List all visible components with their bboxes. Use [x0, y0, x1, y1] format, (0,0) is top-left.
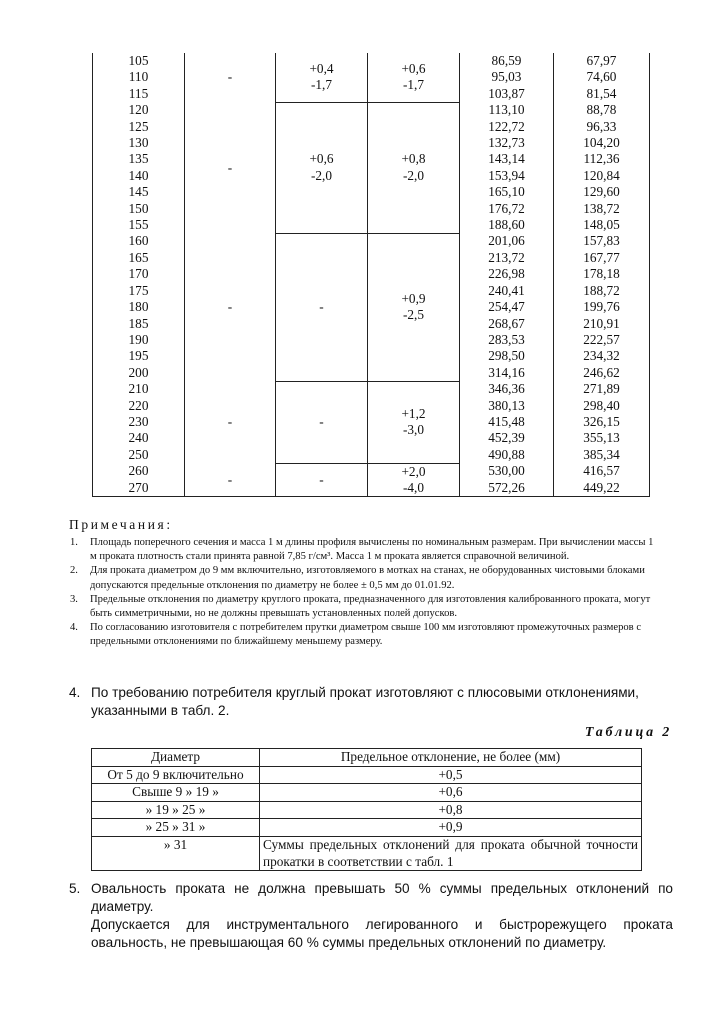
- cell-area: 122,72: [460, 119, 554, 135]
- cell-mass: 199,76: [554, 299, 650, 315]
- cell-diameter: 250: [93, 447, 185, 463]
- cell-area: 452,39: [460, 430, 554, 446]
- cell-c3: -: [276, 463, 368, 497]
- cell-area: 103,87: [460, 86, 554, 102]
- note-item: 4. По согласованию изготовителя с потребителем прутки диаметром свыше 100 мм изготовляют промежуточных размеров с предельными отклонениями по ближайшему меньшему размеру.: [70, 622, 642, 648]
- cell-area: 490,88: [460, 447, 554, 463]
- cell-mass: 326,15: [554, 414, 650, 430]
- cell-mass: 104,20: [554, 135, 650, 151]
- cell-mass: 234,32: [554, 348, 650, 364]
- table-row: [93, 233, 650, 249]
- paragraph-text: Овальность проката не должна превышать 50 % суммы предельных отклонений по диаметру.: [91, 881, 673, 914]
- notes-list: [70, 536, 660, 650]
- header-diameter: Диаметр: [92, 749, 260, 767]
- cell-area: 268,67: [460, 316, 554, 332]
- cell-area: 346,36: [460, 381, 554, 397]
- cell-area: 176,72: [460, 201, 554, 217]
- cell-area: 95,03: [460, 69, 554, 85]
- cell-diameter: 140: [93, 168, 185, 184]
- cell-diameter: 260: [93, 463, 185, 480]
- cell-diameter: 160: [93, 233, 185, 249]
- cell-c2: -: [185, 53, 276, 102]
- table-2-title: Таблица 2: [584, 725, 672, 740]
- cell-mass: 67,97: [554, 53, 650, 69]
- cell-mass: 210,91: [554, 316, 650, 332]
- cell-c3: +0,6 -2,0: [276, 102, 368, 233]
- cell-c4: +0,6 -1,7: [368, 53, 460, 102]
- cell-diameter: 115: [93, 86, 185, 102]
- cell-mass: 148,05: [554, 217, 650, 233]
- cell-area: 254,47: [460, 299, 554, 315]
- cell-diameter: Свыше 9 » 19 »: [92, 784, 260, 802]
- cell-mass: 96,33: [554, 119, 650, 135]
- cell-mass: 298,40: [554, 398, 650, 414]
- cell-diameter: От 5 до 9 включительно: [92, 766, 260, 784]
- cell-diameter: 155: [93, 217, 185, 233]
- cell-area: 572,26: [460, 480, 554, 497]
- cell-deviation: +0,6: [260, 784, 642, 802]
- cell-area: 240,41: [460, 283, 554, 299]
- cell-area: 143,14: [460, 151, 554, 167]
- cell-diameter: » 25 » 31 »: [92, 819, 260, 837]
- cell-diameter: 165: [93, 250, 185, 266]
- table-row: [93, 463, 650, 480]
- cell-c2: -: [185, 102, 276, 233]
- cell-area: 226,98: [460, 266, 554, 282]
- cell-diameter: 185: [93, 316, 185, 332]
- cell-diameter: 195: [93, 348, 185, 364]
- cell-c4: +2,0 -4,0: [368, 463, 460, 497]
- cell-area: 153,94: [460, 168, 554, 184]
- cell-diameter: 240: [93, 430, 185, 446]
- cell-c2: -: [185, 463, 276, 497]
- table-row: [93, 53, 650, 69]
- cell-mass: 129,60: [554, 184, 650, 200]
- cell-area: 380,13: [460, 398, 554, 414]
- cell-area: 201,06: [460, 233, 554, 249]
- cell-mass: 416,57: [554, 463, 650, 480]
- cell-mass: 112,36: [554, 151, 650, 167]
- cell-mass: 222,57: [554, 332, 650, 348]
- cell-diameter: 230: [93, 414, 185, 430]
- cell-diameter: 180: [93, 299, 185, 315]
- cell-area: 86,59: [460, 53, 554, 69]
- cell-diameter: 220: [93, 398, 185, 414]
- cell-area: 298,50: [460, 348, 554, 364]
- table-row: [93, 102, 650, 118]
- cell-diameter: » 19 » 25 »: [92, 801, 260, 819]
- table-row: [93, 381, 650, 397]
- cell-deviation: +0,5: [260, 766, 642, 784]
- note-item: 2. Для проката диаметром до 9 мм включительно, изготовляемого в мотках на станах, не оборудованных чистовыми блоками допускаются предельные отклонения по диаметру не более ± 0,5 мм до 01.01.92.: [70, 565, 645, 591]
- cell-diameter: 105: [93, 53, 185, 69]
- cell-c3: +0,4 -1,7: [276, 53, 368, 102]
- cell-c4: +1,2 -3,0: [368, 381, 460, 463]
- header-deviation: Предельное отклонение, не более (мм): [260, 749, 642, 767]
- paragraph-number: 5.: [69, 881, 81, 896]
- cell-c2: -: [185, 233, 276, 381]
- cell-diameter: 170: [93, 266, 185, 282]
- table-1-continuation: [92, 53, 650, 497]
- cell-deviation: +0,8: [260, 801, 642, 819]
- paragraph-5: [69, 880, 673, 952]
- cell-diameter: 175: [93, 283, 185, 299]
- cell-area: 113,10: [460, 102, 554, 118]
- cell-diameter: 120: [93, 102, 185, 118]
- table-row: [92, 766, 642, 784]
- cell-diameter: 150: [93, 201, 185, 217]
- table-header-row: [92, 749, 642, 767]
- cell-c4: +0,8 -2,0: [368, 102, 460, 233]
- cell-mass: 449,22: [554, 480, 650, 497]
- cell-c4: +0,9 -2,5: [368, 233, 460, 381]
- cell-diameter: 125: [93, 119, 185, 135]
- cell-diameter: 210: [93, 381, 185, 397]
- cell-diameter: » 31: [92, 836, 260, 870]
- cell-mass: 157,83: [554, 233, 650, 249]
- cell-mass: 188,72: [554, 283, 650, 299]
- cell-deviation: +0,9: [260, 819, 642, 837]
- cell-diameter: 270: [93, 480, 185, 497]
- cell-mass: 385,34: [554, 447, 650, 463]
- paragraph-number: 4.: [69, 685, 81, 700]
- cell-diameter: 190: [93, 332, 185, 348]
- paragraph-4: [69, 684, 669, 720]
- cell-mass: 178,18: [554, 266, 650, 282]
- cell-area: 165,10: [460, 184, 554, 200]
- cell-mass: 271,89: [554, 381, 650, 397]
- cell-diameter: 135: [93, 151, 185, 167]
- cell-area: 213,72: [460, 250, 554, 266]
- cell-deviation: Суммы предельных отклонений для проката обычной точности прокатки в соответствии с табл. 1: [260, 836, 642, 870]
- cell-mass: 246,62: [554, 365, 650, 381]
- cell-area: 132,73: [460, 135, 554, 151]
- paragraph-text: По требованию потребителя круглый прокат изготовляют с плюсовыми отклонениями, указанными в табл. 2.: [91, 685, 639, 718]
- cell-area: 283,53: [460, 332, 554, 348]
- cell-mass: 355,13: [554, 430, 650, 446]
- cell-c3: -: [276, 233, 368, 381]
- paragraph-text-2: Допускается для инструментального легированного и быстрорежущего проката овальность, не превышающая 60 % суммы предельных отклонений по диаметру.: [91, 917, 673, 950]
- cell-c2: -: [185, 381, 276, 463]
- cell-mass: 88,78: [554, 102, 650, 118]
- table-row: [92, 784, 642, 802]
- cell-mass: 167,77: [554, 250, 650, 266]
- cell-diameter: 110: [93, 69, 185, 85]
- cell-area: 530,00: [460, 463, 554, 480]
- cell-diameter: 130: [93, 135, 185, 151]
- notes-heading: Примечания:: [69, 517, 173, 532]
- note-item: 1. Площадь поперечного сечения и масса 1 м длины профиля вычислены по номинальным размерам. При вычислении массы 1 м проката плотность стали принята равной 7,85 г/см³. Масса 1 м проката является справочной величиной.: [70, 537, 654, 563]
- cell-area: 188,60: [460, 217, 554, 233]
- note-item: 3. Предельные отклонения по диаметру круглого проката, предназначенного для изготовления калиброванного проката, могут быть симметричными, но не должны превышать установленных полей допусков.: [70, 593, 651, 620]
- table-row: [92, 819, 642, 837]
- cell-diameter: 200: [93, 365, 185, 381]
- table-row: [92, 801, 642, 819]
- table-row: [92, 836, 642, 870]
- table-2: [91, 748, 642, 871]
- cell-area: 415,48: [460, 414, 554, 430]
- cell-area: 314,16: [460, 365, 554, 381]
- table-1-body: [93, 53, 650, 497]
- cell-mass: 74,60: [554, 69, 650, 85]
- cell-c3: -: [276, 381, 368, 463]
- cell-mass: 138,72: [554, 201, 650, 217]
- cell-diameter: 145: [93, 184, 185, 200]
- cell-mass: 81,54: [554, 86, 650, 102]
- cell-mass: 120,84: [554, 168, 650, 184]
